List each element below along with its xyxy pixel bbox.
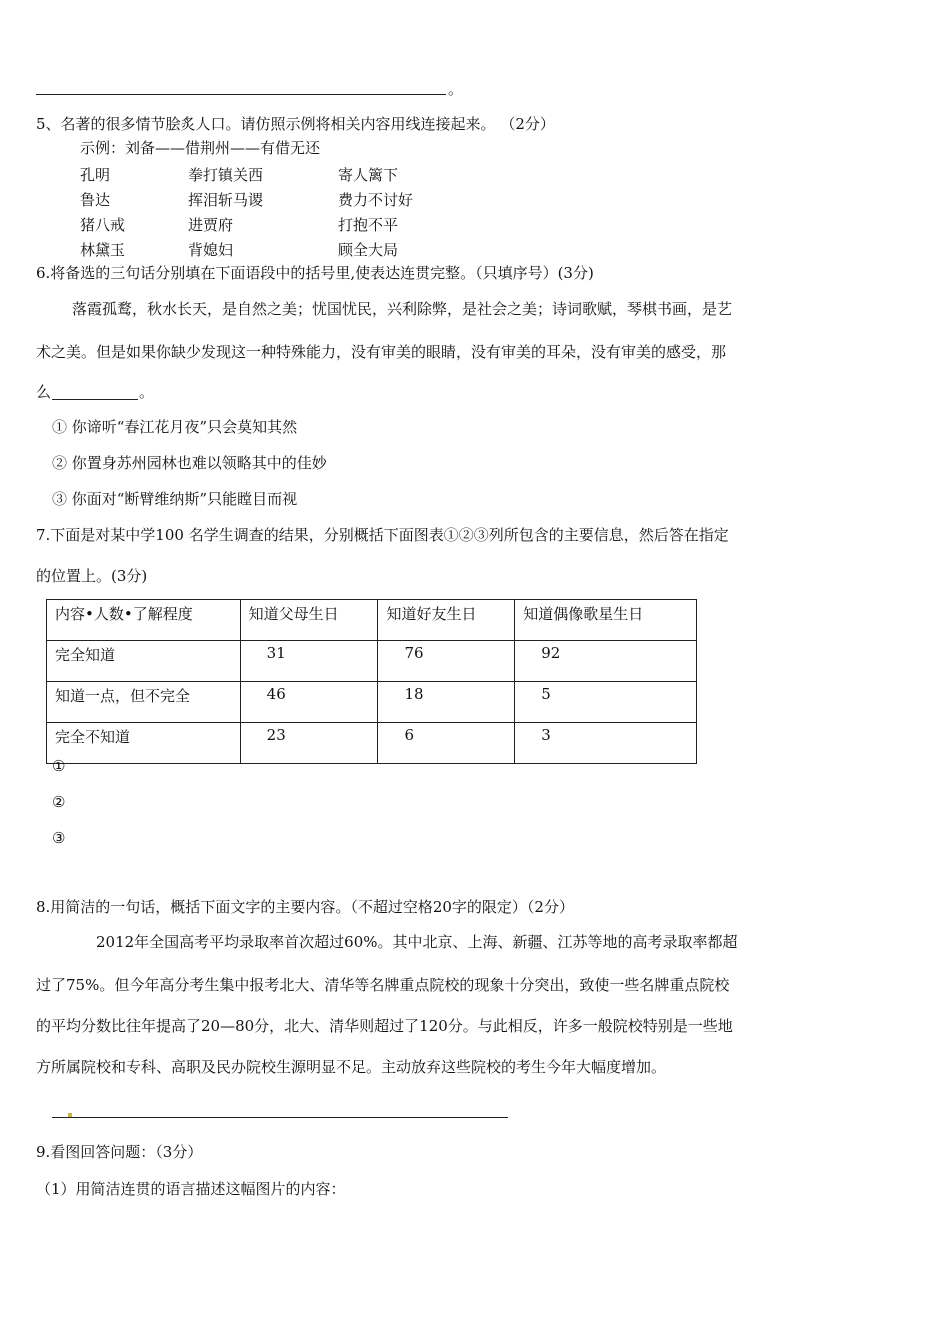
table-cell: 5 — [515, 682, 697, 723]
q6-title: 6.将备选的三句话分别填在下面语段中的括号里,使表达连贯完整。（只填序号）(3分) — [36, 264, 594, 282]
table-header-row — [47, 600, 697, 641]
cursor-mark — [68, 1113, 72, 1117]
table-cell: 知道一点，但不完全 — [47, 682, 241, 723]
q5-col1-item[interactable]: 鲁达 — [80, 191, 111, 209]
table-cell: 6 — [378, 723, 515, 764]
q5-col2-item[interactable]: 挥泪斩马谡 — [188, 191, 264, 209]
table-header-cell: 知道父母生日 — [240, 600, 378, 641]
table-cell: 23 — [240, 723, 378, 764]
table-cell: 46 — [240, 682, 378, 723]
q6-option: ③ 你面对“断臂维纳斯”只能瞠目而视 — [52, 490, 298, 508]
q9-subquestion: （1）用简洁连贯的语言描述这幅图片的内容： — [36, 1180, 346, 1198]
q5-col1-item[interactable]: 林黛玉 — [80, 241, 126, 259]
table-row — [47, 641, 697, 682]
q6-option: ① 你谛听“春江花月夜”只会莫知其然 — [52, 418, 298, 436]
q5-col1-item[interactable]: 猪八戒 — [80, 216, 126, 234]
q6-paragraph-line: 落霞孤鹜，秋水长天，是自然之美；忧国忧民，兴利除弊，是社会之美；诗词歌赋，琴棋书画，是艺 — [72, 300, 733, 318]
q5-example: 示例：刘备——借荆州——有借无还 — [80, 139, 321, 157]
q5-col3-item[interactable]: 打抱不平 — [338, 216, 399, 234]
table-cell: 18 — [378, 682, 515, 723]
table-cell: 完全不知道 — [47, 723, 241, 764]
q9-title: 9.看图回答问题：（3分） — [36, 1143, 203, 1161]
q7-title-line: 的位置上。(3分) — [36, 567, 148, 585]
table-cell: 76 — [378, 641, 515, 682]
q8-answer-line[interactable] — [52, 1117, 508, 1118]
table-cell: 92 — [515, 641, 697, 682]
table-header-cell: 知道好友生日 — [378, 600, 515, 641]
q6-paragraph-line-end: 。 — [139, 383, 155, 401]
q5-col1-item[interactable]: 孔明 — [80, 166, 111, 184]
table-row — [47, 723, 697, 764]
table-header-cell: 知道偶像歌星生日 — [515, 600, 697, 641]
q5-col2-item[interactable]: 背媳妇 — [188, 241, 234, 259]
q8-paragraph-line: 过了75%。但今年高分考生集中报考北大、清华等名牌重点院校的现象十分突出，致使一些名牌重点院校 — [36, 976, 730, 994]
q5-col3-item[interactable]: 费力不讨好 — [338, 191, 414, 209]
table-header-cell: 内容•人数•了解程度 — [47, 600, 241, 641]
q5-col2-item[interactable]: 进贾府 — [188, 216, 234, 234]
q7-answer-mark[interactable]: ① — [52, 757, 66, 775]
answer-blank-line[interactable] — [36, 94, 446, 95]
q5-title: 5、名著的很多情节脍炙人口。请仿照示例将相关内容用线连接起来。 （2分） — [36, 115, 555, 133]
q8-paragraph-line: 方所属院校和专科、高职及民办院校生源明显不足。主动放弃这些院校的考生今年大幅度增加。 — [36, 1058, 667, 1076]
q8-title: 8.用简洁的一句话，概括下面文字的主要内容。（不超过空格20字的限定）（2分） — [36, 898, 574, 916]
q7-title-line: 7.下面是对某中学100 名学生调查的结果，分别概括下面图表①②③列所包含的主要信息，然后答在指定 — [36, 526, 729, 544]
blank-end-mark: 。 — [448, 80, 464, 98]
q6-option: ② 你置身苏州园林也难以领略其中的佳妙 — [52, 454, 327, 472]
q8-paragraph-line: 的平均分数比往年提高了20—80分，北大、清华则超过了120分。与此相反，许多一般院校特别是一些地 — [36, 1017, 733, 1035]
table-cell: 31 — [240, 641, 378, 682]
q5-col3-item[interactable]: 寄人篱下 — [338, 166, 399, 184]
q7-answer-mark[interactable]: ② — [52, 793, 66, 811]
q6-paragraph-line: 术之美。但是如果你缺少发现这一种特殊能力，没有审美的眼睛，没有审美的耳朵，没有审美的感受，那 — [36, 343, 727, 361]
table-cell: 3 — [515, 723, 697, 764]
q6-fill-blank[interactable] — [52, 399, 138, 400]
q5-col3-item[interactable]: 顾全大局 — [338, 241, 399, 259]
q8-paragraph-line: 2012年全国高考平均录取率首次超过60%。其中北京、上海、新疆、江苏等地的高考录取率都超 — [96, 933, 738, 951]
table-row — [47, 682, 697, 723]
table-cell: 完全知道 — [47, 641, 241, 682]
survey-table — [46, 599, 697, 764]
q5-col2-item[interactable]: 拳打镇关西 — [188, 166, 264, 184]
q6-paragraph-line-start: 么 — [36, 383, 52, 401]
q7-answer-mark[interactable]: ③ — [52, 829, 66, 847]
